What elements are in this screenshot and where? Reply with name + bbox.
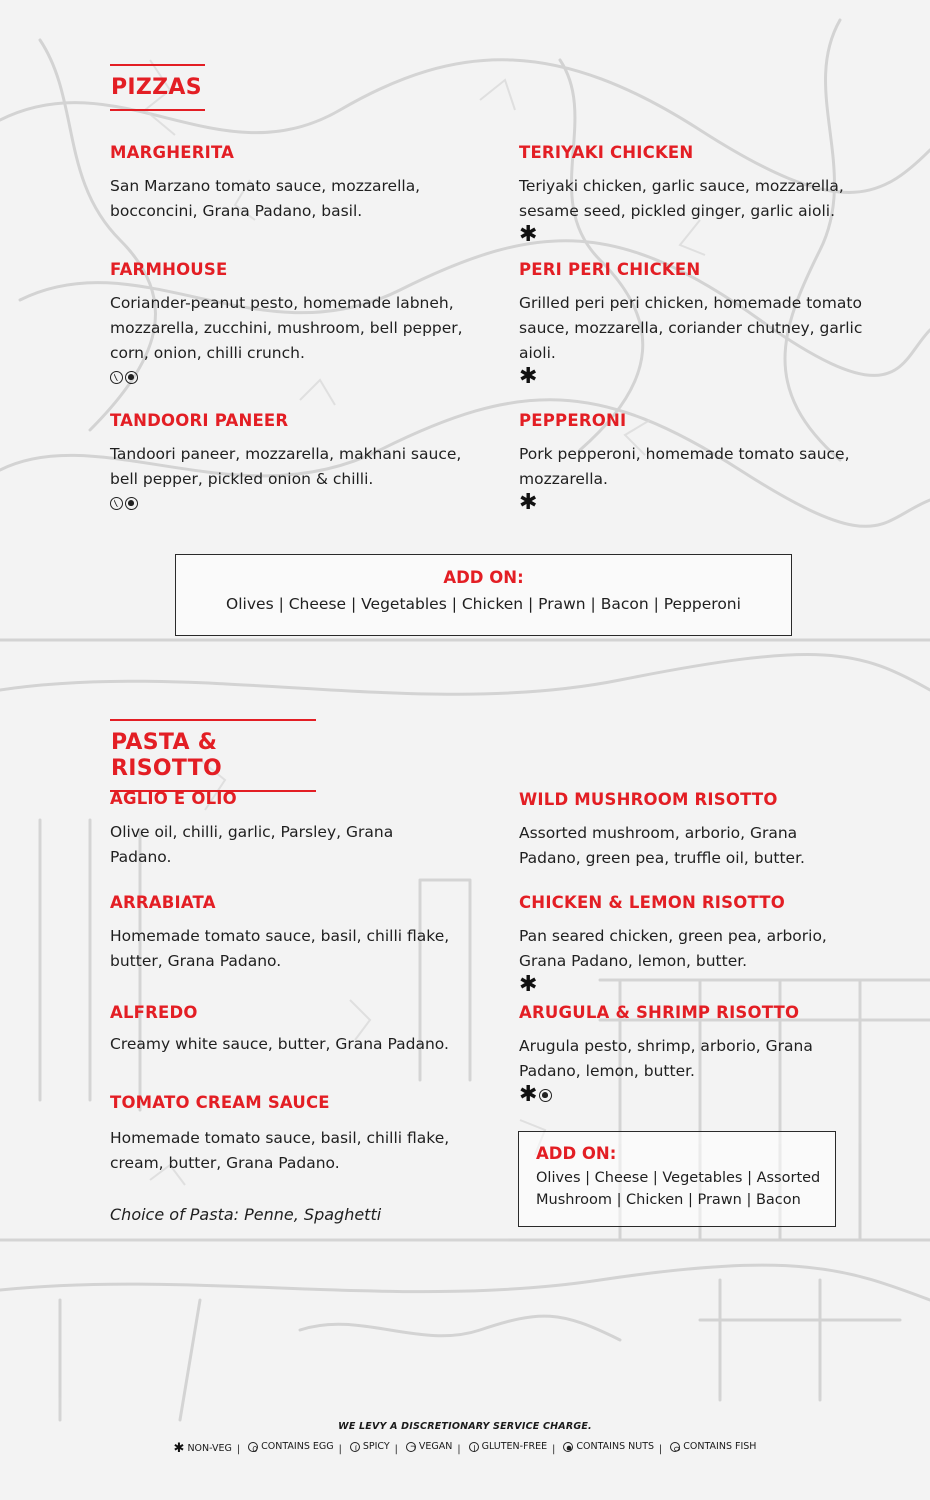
section-title-pasta-risotto: PASTA & RISOTTO [110,719,316,792]
menu-item [110,892,470,974]
item-name: ALFREDO [110,1003,198,1022]
item-name: FARMHOUSE [110,260,228,279]
egg-icon [248,1442,258,1452]
dietary-legend [0,1441,930,1455]
legend-item [670,1441,756,1452]
item-description: Homemade tomato sauce, basil, chilli flake, cream, butter, Grana Padano. [110,1129,450,1172]
item-description: Homemade tomato sauce, basil, chilli flake, butter, Grana Padano. [110,927,450,970]
legend-label: NON-VEG [187,1442,232,1454]
nuts-icon [563,1442,573,1452]
item-description: Assorted mushroom, arborio, Grana Padano, green pea, truffle oil, butter. [519,824,805,867]
legend-item [174,1442,232,1455]
nuts-icon [125,371,138,384]
menu-item [519,892,859,996]
item-description: Olive oil, chilli, garlic, Parsley, Grana Padano. [110,823,394,866]
legend-label: GLUTEN-FREE [481,1441,548,1452]
non-veg-icon: ✱ [519,222,538,247]
item-name: AGLIO E OLIO [110,789,237,808]
item-name: WILD MUSHROOM RISOTTO [519,790,778,809]
non-veg-icon: ✱ [519,490,538,515]
legend-label: VEGAN [418,1441,453,1452]
item-name: MARGHERITA [110,143,235,162]
section-title-pizzas: PIZZAS [110,64,205,111]
separator: | [236,1443,241,1455]
non-veg-icon: ✱ [173,1440,185,1456]
menu-item [110,788,470,870]
item-name: PERI PERI CHICKEN [519,260,701,279]
separator: | [659,1443,663,1455]
dietary-tags [110,492,470,514]
legend-item [350,1441,390,1452]
nuts-icon [539,1089,552,1102]
menu-item [519,789,849,871]
item-name: TOMATO CREAM SAUCE [110,1093,330,1112]
service-charge-note: WE LEVY A DISCRETIONARY SERVICE CHARGE. [338,1421,592,1432]
item-description: San Marzano tomato sauce, mozzarella, bocconcini, Grana Padano, basil. [110,177,421,220]
item-description: Pan seared chicken, green pea, arborio, Grana Padano, lemon, butter. [519,927,827,970]
dietary-tags [519,366,879,388]
separator: | [394,1443,398,1455]
item-description: Grilled peri peri chicken, homemade tomato sauce, mozzarella, coriander chutney, garlic aioli. [519,294,863,362]
item-description: Coriander-peanut pesto, homemade labneh, mozzarella, zucchini, mushroom, bell pepper, corn, onion, chilli crunch. [110,294,463,362]
spicy-icon [110,497,123,510]
addon-options: Olives | Cheese | Vegetables | Chicken | Prawn | Bacon | Pepperoni [226,595,741,613]
separator: | [338,1443,342,1455]
dietary-tags [110,366,470,388]
spicy-icon [110,371,123,384]
gluten-free-icon [469,1442,479,1452]
legend-item [563,1441,654,1452]
item-name: TANDOORI PANEER [110,411,289,430]
legend-label: SPICY [362,1441,390,1452]
non-veg-icon: ✱ [519,972,538,997]
pasta-choice-note: Choice of Pasta: Penne, Spaghetti [110,1205,382,1224]
item-name: TERIYAKI CHICKEN [519,143,694,162]
pasta-addon-box [518,1131,836,1227]
menu-item [110,1002,480,1057]
menu-item [110,142,470,224]
addon-title: ADD ON: [536,1144,617,1163]
legend-label: CONTAINS NUTS [576,1441,655,1452]
spicy-icon [350,1442,360,1452]
menu-item [519,259,879,388]
fish-icon [670,1442,680,1452]
pizza-addon-box [175,554,792,636]
item-name: PEPPERONI [519,411,627,430]
menu-item [519,410,889,514]
non-veg-icon: ✱ [519,364,538,389]
separator: | [457,1443,461,1455]
legend-item [469,1441,548,1452]
legend-label: CONTAINS FISH [683,1441,757,1452]
item-name: ARUGULA & SHRIMP RISOTTO [519,1003,800,1022]
item-description: Creamy white sauce, butter, Grana Padano. [110,1035,449,1053]
item-description: Arugula pesto, shrimp, arborio, Grana Padano, lemon, butter. [519,1037,813,1080]
non-veg-icon: ✱ [519,1082,538,1107]
menu-item [110,410,470,514]
addon-title: ADD ON: [443,568,524,587]
dietary-tags [519,492,889,514]
legend-label: CONTAINS EGG [261,1441,334,1452]
menu-item [519,1002,849,1106]
item-name: CHICKEN & LEMON RISOTTO [519,893,785,912]
item-description: Tandoori paneer, mozzarella, makhani sauce, bell pepper, pickled onion & chilli. [110,445,462,488]
dietary-tags [519,1084,849,1106]
menu-item [110,1092,470,1176]
nuts-icon [125,497,138,510]
addon-options: Olives | Cheese | Vegetables | Assorted Mushroom | Chicken | Prawn | Bacon [536,1170,821,1208]
vegan-icon [406,1442,416,1452]
menu-item [110,259,470,388]
item-description: Pork pepperoni, homemade tomato sauce, mozzarella. [519,445,850,488]
separator: | [552,1443,556,1455]
item-name: ARRABIATA [110,893,216,912]
legend-item [248,1441,333,1452]
dietary-tags [519,974,859,996]
menu-item [519,142,879,246]
item-description: Teriyaki chicken, garlic sauce, mozzarella, sesame seed, pickled ginger, garlic aioli. [519,177,844,220]
legend-item [406,1441,452,1452]
dietary-tags [519,224,879,246]
